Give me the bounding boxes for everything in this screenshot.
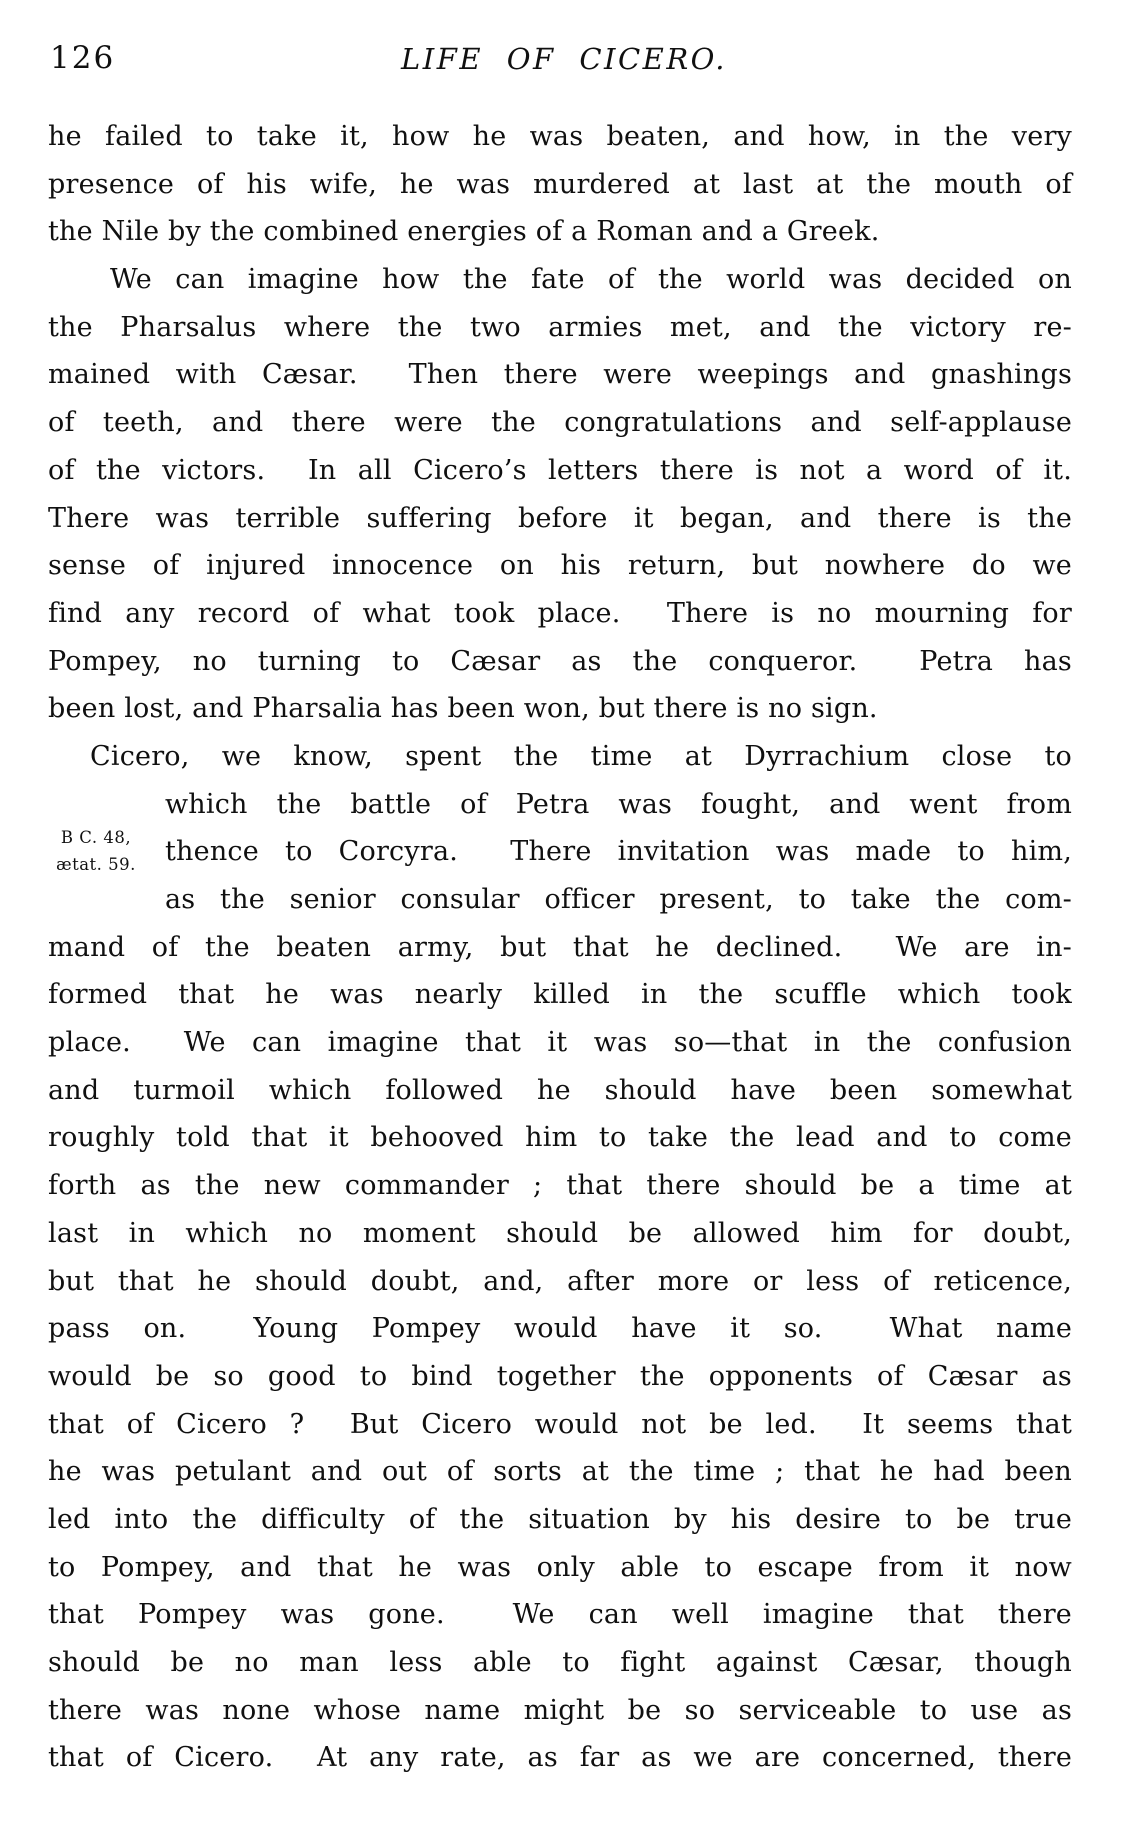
text-line: place. We can imagine that it was so—that in the confusion: [48, 1027, 1072, 1059]
text-line: of the victors. In all Cicero’s letters there is not a word of it.: [48, 454, 1072, 486]
text-line: to Pompey, and that he was only able to escape from it now: [48, 1551, 1072, 1583]
text-line: Pompey, no turning to Cæsar as the conqueror. Petra has: [48, 645, 1072, 677]
text-line: of teeth, and there were the congratulations and self-applause: [48, 407, 1072, 439]
text-line: that of Cicero. At any rate, as far as we are concerned, there: [48, 1742, 1072, 1774]
text-line: he failed to take it, how he was beaten, and how, in the very: [48, 121, 1072, 152]
text-line: sense of injured innocence on his return, but nowhere do we: [48, 550, 1072, 582]
text-line: We can imagine how the fate of the world was decided on: [110, 264, 1072, 296]
text-line: the Pharsalus where the two armies met, and the victory re-: [48, 311, 1072, 343]
text-line: as the senior consular officer present, to take the com-: [165, 884, 1072, 915]
page-number: 126: [50, 40, 116, 76]
text-line: roughly told that it behooved him to take the lead and to come: [48, 1122, 1072, 1154]
text-line: which the battle of Petra was fought, and went from: [165, 788, 1072, 820]
text-line: Cicero, we know, spent the time at Dyrrachium close to: [90, 740, 1072, 772]
text-line: that of Cicero ? But Cicero would not be led. It seems that: [48, 1408, 1072, 1440]
text-line: there was none whose name might be so serviceable to use as: [48, 1694, 1072, 1726]
text-line: should be no man less able to fight against Cæsar, though: [48, 1647, 1072, 1678]
text-line: that Pompey was gone. We can well imagine that there: [48, 1599, 1072, 1631]
text-line: forth as the new commander ; that there should be a time at: [48, 1170, 1072, 1202]
text-line: There was terrible suffering before it began, and there is the: [48, 502, 1072, 534]
text-line: pass on. Young Pompey would have it so. What name: [48, 1313, 1072, 1345]
text-line: and turmoil which followed he should have been somewhat: [48, 1074, 1072, 1106]
text-line: been lost, and Pharsalia has been won, but there is no sign.: [48, 693, 878, 725]
text-line: would be so good to bind together the opponents of Cæsar as: [48, 1360, 1072, 1392]
text-line: mained with Cæsar. Then there were weepings and gnashings: [48, 359, 1072, 391]
margin-note-age: ætat. 59.: [56, 855, 136, 874]
text-line: thence to Corcyra. There invitation was made to him,: [165, 836, 1072, 868]
text-line: last in which no moment should be allowed him for doubt,: [48, 1217, 1072, 1249]
text-line: the Nile by the combined energies of a Roman and a Greek.: [48, 216, 880, 248]
text-line: find any record of what took place. There is no mourning for: [48, 597, 1072, 629]
running-title: LIFE OF CICERO.: [401, 42, 727, 76]
margin-note-date: B C. 48,: [60, 828, 132, 847]
text-line: but that he should doubt, and, after more or less of reticence,: [48, 1265, 1072, 1297]
text-line: led into the difficulty of the situation by his desire to be true: [48, 1503, 1072, 1535]
text-line: formed that he was nearly killed in the scuffle which took: [48, 979, 1072, 1011]
body-text: [48, 113, 1072, 1782]
text-line: mand of the beaten army, but that he declined. We are in-: [48, 931, 1072, 963]
text-line: he was petulant and out of sorts at the time ; that he had been: [48, 1456, 1072, 1488]
text-line: presence of his wife, he was murdered at last at the mouth of: [48, 168, 1072, 200]
